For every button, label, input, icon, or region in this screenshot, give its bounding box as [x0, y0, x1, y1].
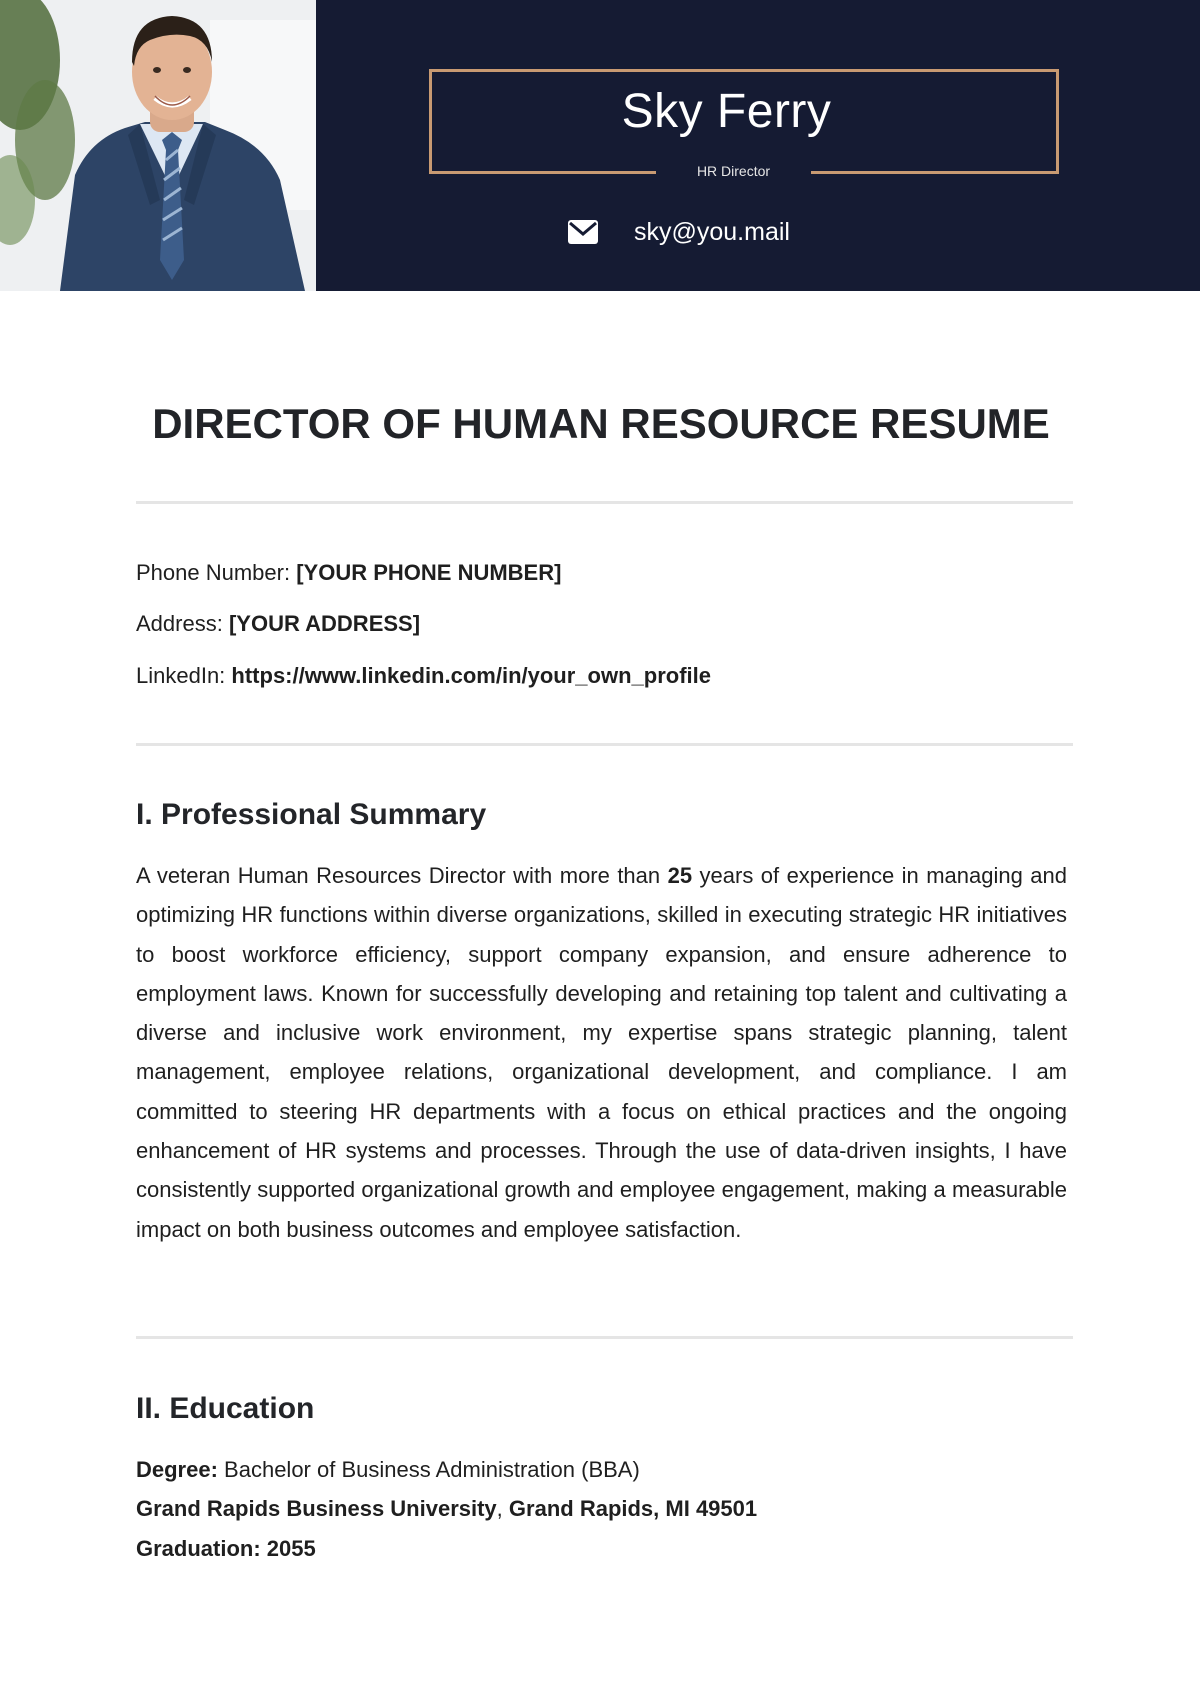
linkedin-line [136, 663, 711, 689]
university-line [136, 1496, 757, 1522]
envelope-icon [568, 220, 598, 244]
summary-heading: I. Professional Summary [136, 798, 487, 831]
degree-label: Degree: [136, 1457, 218, 1482]
profile-photo-illustration [0, 0, 316, 291]
profile-photo [0, 0, 316, 291]
summary-years: 25 [667, 863, 693, 888]
candidate-name: Sky Ferry [621, 85, 832, 138]
summary-text-start: A veteran Human Resources Director with more than [136, 863, 668, 888]
summary-paragraph [136, 856, 1067, 1249]
university-name: Grand Rapids Business University [136, 1496, 497, 1521]
email-address[interactable]: sky@you.mail [634, 217, 790, 246]
document-title: DIRECTOR OF HUMAN RESOURCE RESUME [152, 400, 1050, 447]
address-value: [YOUR ADDRESS] [228, 611, 421, 636]
summary-text-rest: years of experience in managing and optimizing HR functions within diverse organizations, skilled in executing strategic HR initiatives to boost workforce efficiency, support company expansion, and ensure adherence to employment laws. Known for successfully developing and retaining top talent and cultivating a diverse and inclusive work environment, my expertise spans strategic planning, talent management, employee relations, organizational development, and compliance. I am committed to steering HR departments with a focus on ethical practices and the ongoing enhancement of HR systems and processes. Through the use of data-driven insights, I have consistently supported organizational growth and employee engagement, making a measurable impact on both business outcomes and employee satisfaction. [136, 863, 1067, 1242]
degree-line [136, 1457, 640, 1483]
address-label: Address: [136, 611, 223, 636]
education-heading: II. Education [136, 1392, 315, 1425]
linkedin-label: LinkedIn: [136, 663, 226, 688]
divider [136, 501, 1073, 504]
name-frame-bottom-right [811, 171, 1059, 174]
email-row [568, 214, 790, 250]
candidate-role: HR Director [696, 163, 771, 179]
linkedin-url[interactable]: https://www.linkedin.com/in/your_own_profile [231, 663, 711, 688]
phone-value: [YOUR PHONE NUMBER] [296, 560, 562, 585]
name-frame-bottom-left [429, 171, 656, 174]
degree-value: Bachelor of Business Administration (BBA) [224, 1457, 640, 1482]
address-line [136, 611, 420, 637]
graduation-value: Graduation: 2055 [136, 1536, 316, 1561]
university-separator: , [496, 1496, 503, 1521]
divider [136, 743, 1073, 746]
phone-label: Phone Number: [136, 560, 291, 585]
graduation-line [136, 1536, 316, 1562]
phone-line [136, 560, 561, 586]
university-location: Grand Rapids, MI 49501 [508, 1496, 758, 1521]
resume-header [0, 0, 1200, 291]
divider [136, 1336, 1073, 1339]
